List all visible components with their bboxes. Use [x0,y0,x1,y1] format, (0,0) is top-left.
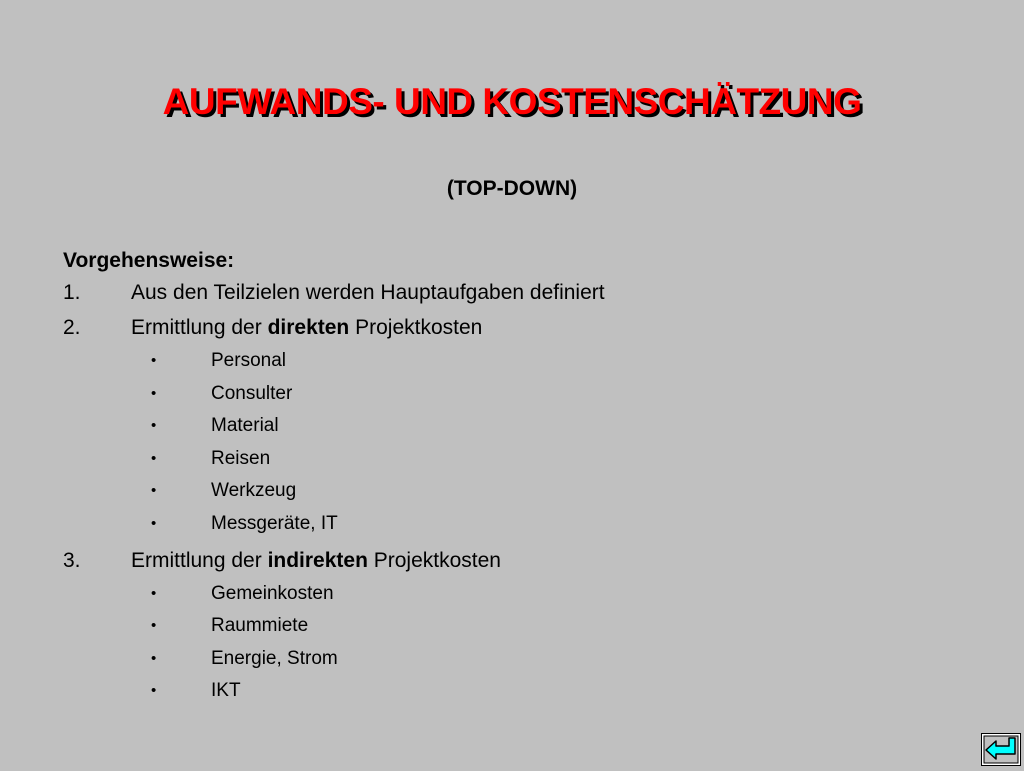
item-text: Aus den Teilzielen werden Hauptaufgaben definiert [131,281,605,304]
slide-subtitle: (TOP-DOWN) [446,177,578,200]
bullet-point: • [151,584,157,602]
bullet-point: • [151,649,157,667]
bullet-item [63,678,963,711]
item-number: 2. [63,316,81,339]
bullet-item [63,381,963,414]
bullet-item [63,348,963,381]
bullet-text: Gemeinkosten [211,582,334,604]
item-text: Ermittlung der [131,316,268,339]
bullet-item [63,413,963,446]
procedure-heading: Vorgehensweise: [63,249,235,272]
return-button[interactable] [981,733,1021,766]
bullet-text: Energie, Strom [211,647,338,669]
return-arrow-icon [981,733,1021,766]
bullet-point: • [151,482,157,500]
item-text: Projektkosten [349,316,483,339]
bullet-item [63,581,963,614]
bullet-item [63,478,963,511]
bullet-point: • [151,417,157,435]
bullet-text: Material [211,415,279,437]
bullet-text: IKT [211,680,241,702]
bullet-list [63,348,963,544]
bullet-item [63,511,963,544]
bullet-text: Messgeräte, IT [211,512,338,534]
bullet-point: • [151,384,157,402]
slide-title: AUFWANDS- UND KOSTENSCHÄTZUNG [162,81,862,122]
numbered-item [63,313,963,348]
bullet-point: • [151,682,157,700]
bullet-point: • [151,617,157,635]
bullet-text: Werkzeug [211,480,297,502]
bullet-text: Raummiete [211,615,309,637]
bullet-text: Personal [211,350,286,371]
bullet-item [63,613,963,646]
bullet-point: • [151,449,157,467]
bullet-list [63,581,963,711]
numbered-item [63,546,963,581]
slide-content [63,246,963,713]
item-text-bold: indirekten [267,548,368,572]
bullet-point: • [151,514,157,532]
bullet-item [63,446,963,479]
item-text: Projektkosten [367,548,501,572]
numbered-item [63,278,963,313]
bullet-text: Reisen [211,447,271,469]
item-number: 1. [63,281,81,304]
item-number: 3. [63,548,81,572]
item-text: Ermittlung der [131,548,268,572]
bullet-text: Consulter [211,382,293,404]
bullet-point: • [151,352,157,369]
item-text-bold: direkten [267,316,350,339]
bullet-item [63,646,963,679]
